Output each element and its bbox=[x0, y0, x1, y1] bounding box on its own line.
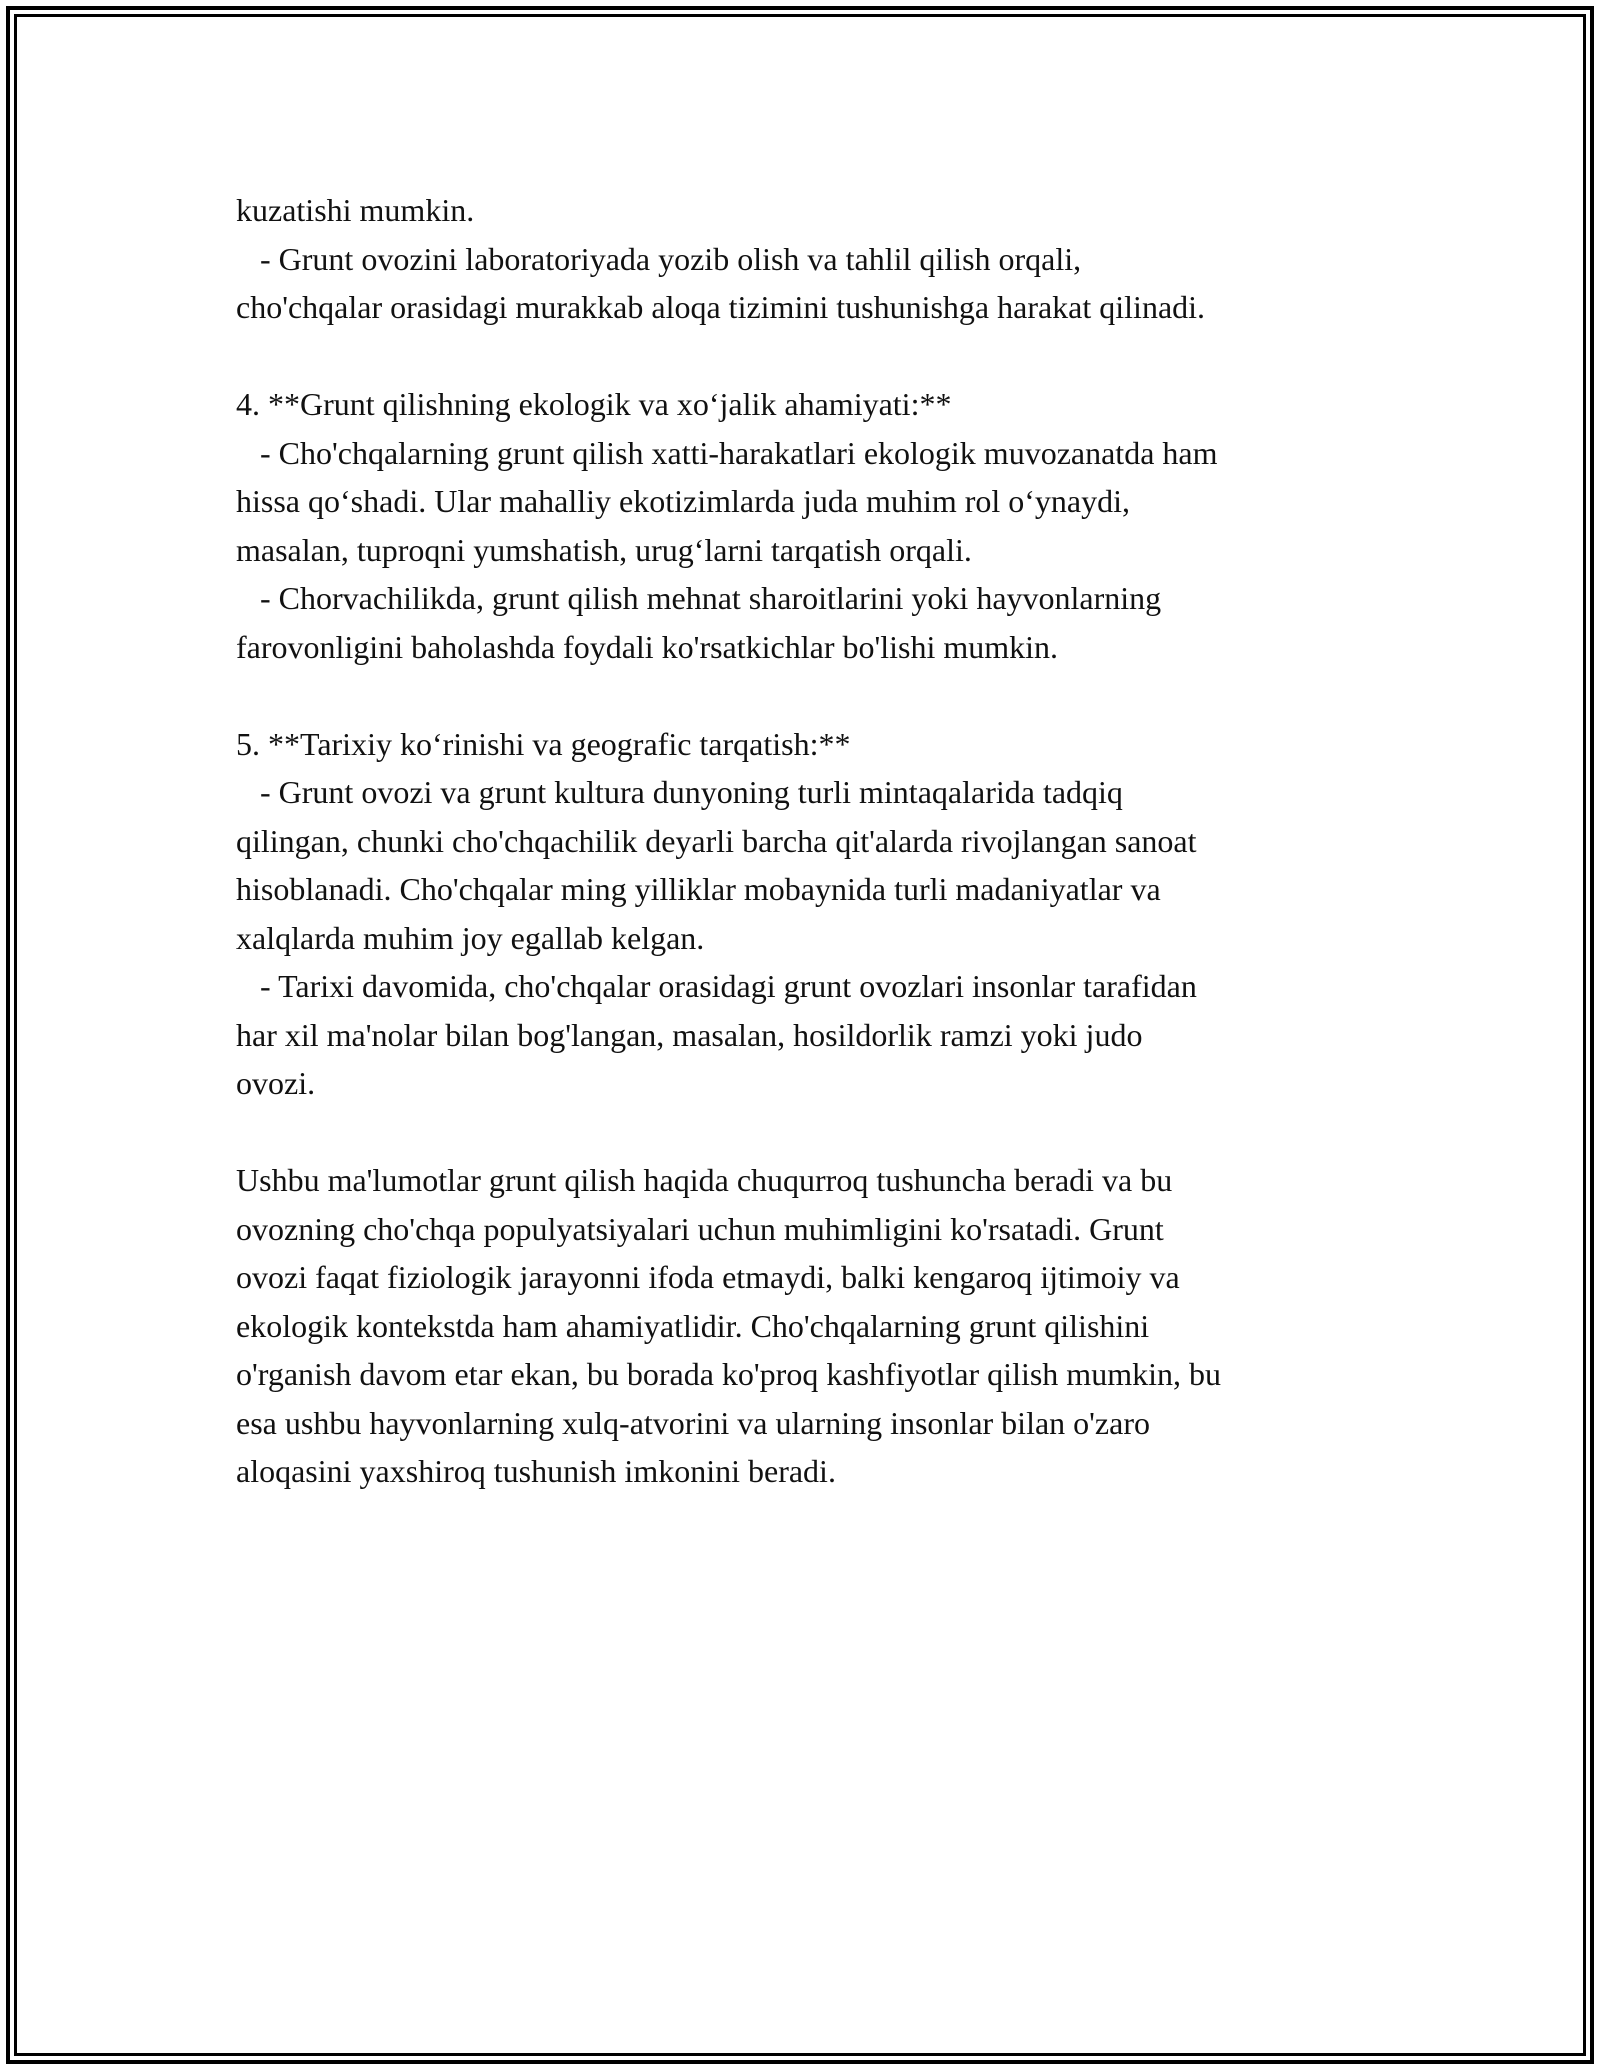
text-line: Ushbu ma'lumotlar grunt qilish haqida chuqurroq tushuncha beradi va bu bbox=[236, 1162, 1173, 1198]
list-bullet-line: - Grunt ovozini laboratoriyada yozib olish va tahlil qilish orqali, bbox=[236, 240, 1082, 277]
section-historical-view bbox=[236, 720, 1376, 1108]
list-bullet-line: - Grunt ovozi va grunt kultura dunyoning turli mintaqalarida tadqiq bbox=[236, 774, 1123, 810]
text-line: masalan, tuproqni yumshatish, urug‘larni tarqatish orqali. bbox=[236, 531, 972, 568]
text-line: hisoblanadi. Cho'chqalar ming yilliklar mobaynida turli madaniyatlar va bbox=[236, 871, 1161, 907]
text-line: farovonligini baholashda foydali ko'rsatkichlar bo'lishi mumkin. bbox=[236, 628, 1059, 665]
text-line: esa ushbu hayvonlarning xulq-atvorini va ularning insonlar bilan o'zaro bbox=[236, 1404, 1150, 1441]
list-bullet-line: - Cho'chqalarning grunt qilish xatti-harakatlari ekologik muvozanatda ham bbox=[236, 434, 1218, 471]
paragraph-spacer bbox=[236, 1108, 1376, 1157]
section-heading: 4. **Grunt qilishning ekologik va xo‘jalik ahamiyati:** bbox=[236, 386, 952, 422]
text-line: ovozning cho'chqa populyatsiyalari uchun muhimligini ko'rsatadi. Grunt bbox=[236, 1210, 1164, 1247]
text-line: o'rganish davom etar ekan, bu borada ko'proq kashfiyotlar qilish mumkin, bu bbox=[236, 1356, 1221, 1392]
text-line: har xil ma'nolar bilan bog'langan, masalan, hosildorlik ramzi yoki judo bbox=[236, 1016, 1143, 1053]
list-bullet-line: - Tarixi davomida, cho'chqalar orasidagi grunt ovozlari insonlar tarafidan bbox=[236, 968, 1197, 1004]
text-line: ovozi faqat fiziologik jarayonni ifoda etmaydi, balki kengaroq ijtimoiy va bbox=[236, 1259, 1180, 1295]
text-line: xalqlarda muhim joy egallab kelgan. bbox=[236, 919, 705, 956]
paragraph-spacer bbox=[236, 332, 1376, 381]
text-line: ekologik kontekstda ham ahamiyatlidir. Cho'chqalarning grunt qilishini bbox=[236, 1307, 1150, 1344]
section-ecological-significance bbox=[236, 380, 1376, 671]
text-line: kuzatishi mumkin. bbox=[236, 192, 475, 228]
section-heading: 5. **Tarixiy ko‘rinishi va geografic tarqatish:** bbox=[236, 725, 851, 762]
text-line: aloqasini yaxshiroq tushunish imkonini beradi. bbox=[236, 1453, 836, 1489]
conclusion-paragraph bbox=[236, 1156, 1376, 1496]
document-body bbox=[236, 186, 1376, 1496]
text-line: hissa qo‘shadi. Ular mahalliy ekotizimlarda juda muhim rol o‘ynaydi, bbox=[236, 483, 1131, 519]
paragraph-spacer bbox=[236, 671, 1376, 720]
text-line: cho'chqalar orasidagi murakkab aloqa tizimini tushunishga harakat qilinadi. bbox=[236, 289, 1206, 325]
text-line: qilingan, chunki cho'chqachilik deyarli barcha qit'alarda rivojlangan sanoat bbox=[236, 822, 1197, 859]
list-bullet-line: - Chorvachilikda, grunt qilish mehnat sharoitlarini yoki hayvonlarning bbox=[236, 580, 1162, 616]
text-line: ovozi. bbox=[236, 1065, 316, 1101]
paragraph-continuation bbox=[236, 186, 1376, 332]
